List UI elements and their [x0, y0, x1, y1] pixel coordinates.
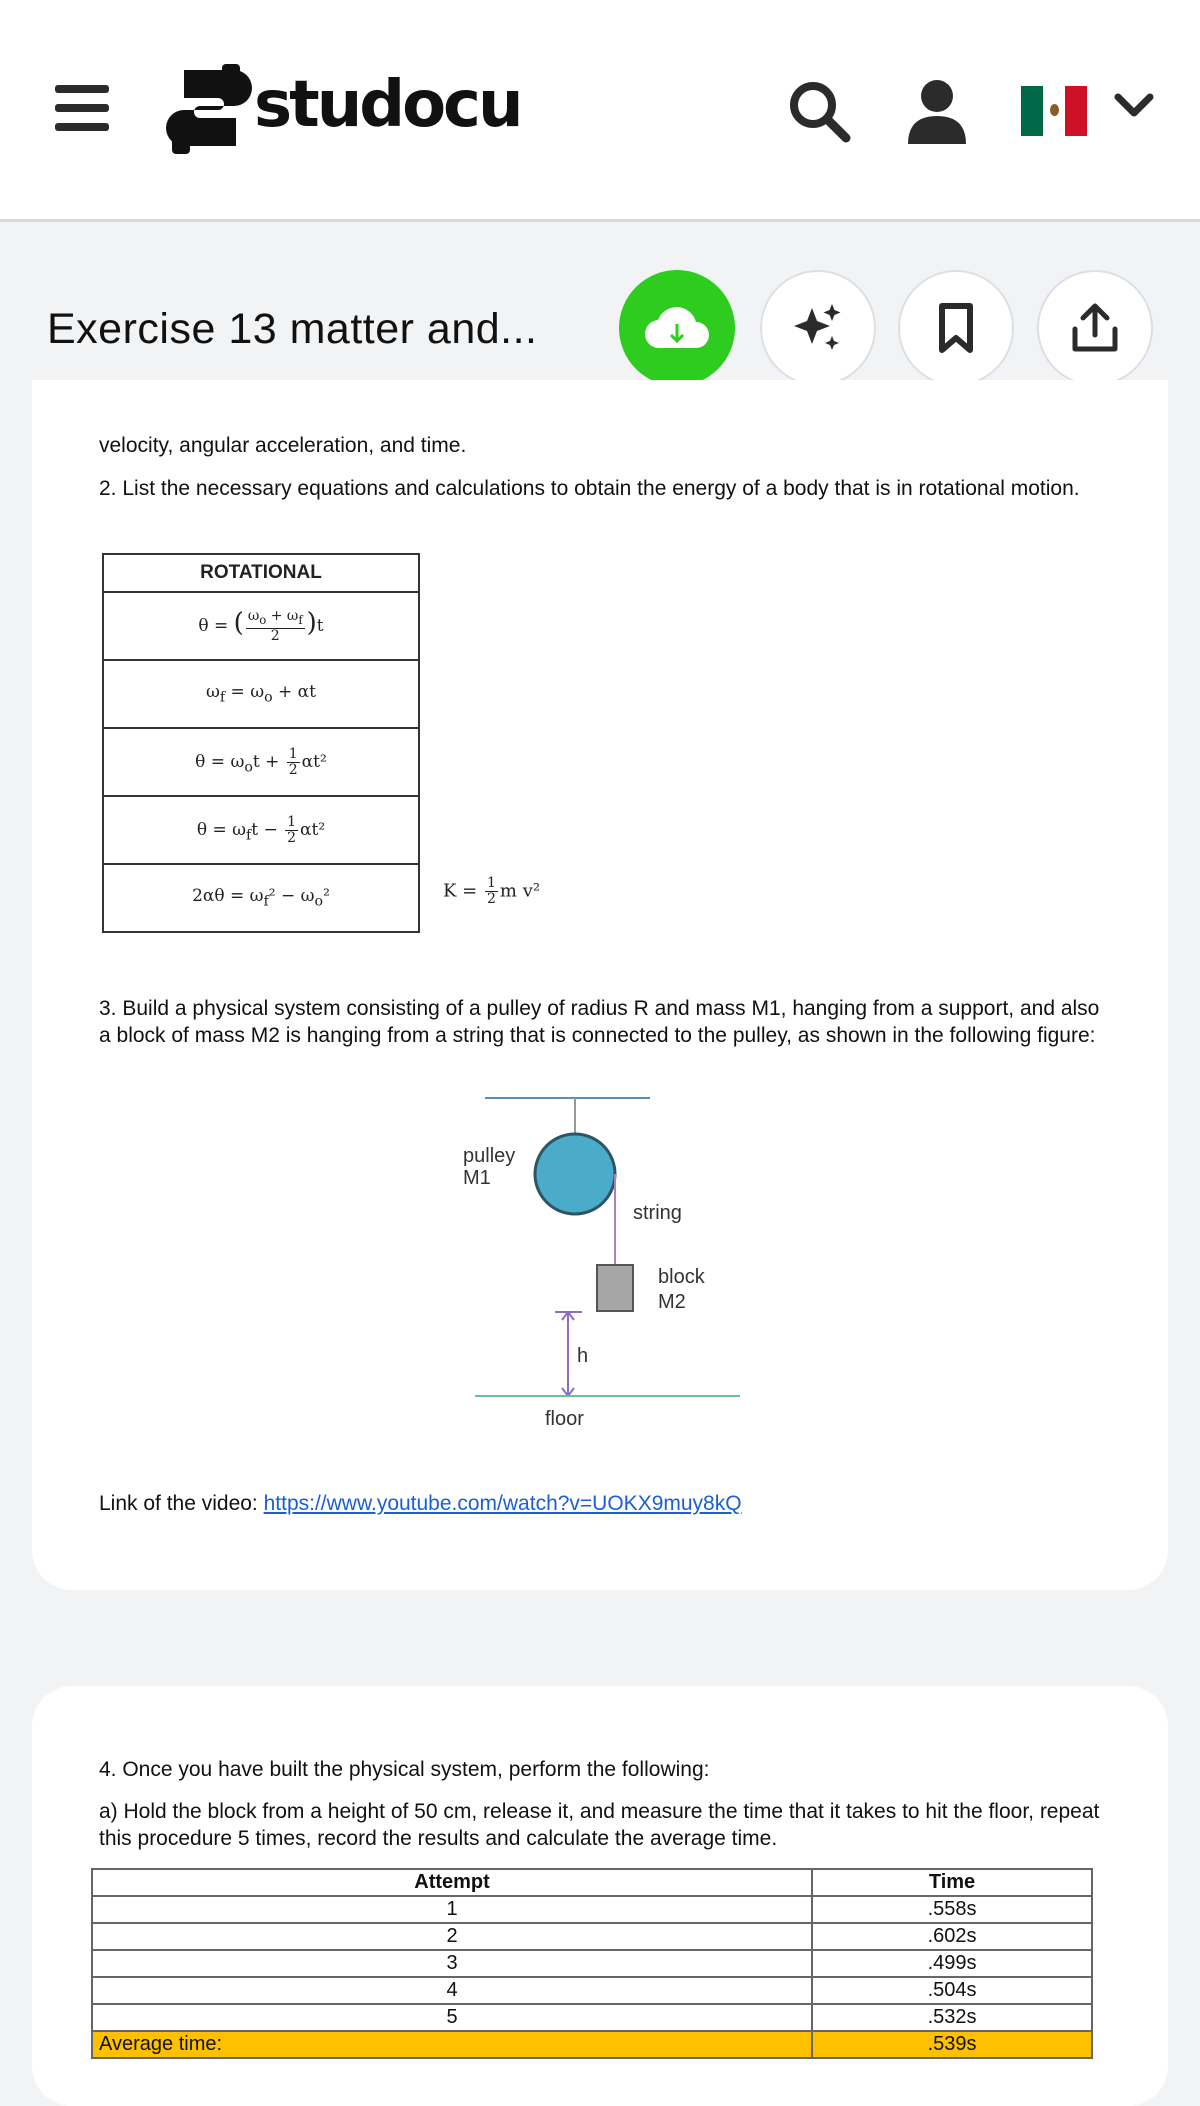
- download-icon: [644, 304, 710, 352]
- question-4: 4. Once you have built the physical system, perform the following:: [99, 1758, 710, 1781]
- rotational-header: ROTATIONAL: [103, 554, 419, 592]
- video-link[interactable]: https://www.youtube.com/watch?v=UOKX9muy8kQ: [263, 1492, 742, 1515]
- table-row: [92, 1977, 1092, 2004]
- block-label: block: [658, 1266, 705, 1288]
- average-row: [92, 2031, 1092, 2058]
- string-label: string: [633, 1202, 682, 1224]
- kinetic-energy-formula: K = $\frac{1}{2}$ m v²: [443, 875, 541, 907]
- time-cell: .532s: [812, 2004, 1092, 2031]
- attempt-cell: 3: [92, 1950, 812, 1977]
- pulley-diagram: [455, 1090, 755, 1435]
- share-icon: [1070, 301, 1120, 355]
- average-label: Average time:: [92, 2031, 812, 2058]
- video-link-label: Link of the video:: [99, 1492, 264, 1515]
- bookmark-button[interactable]: [898, 270, 1014, 386]
- floor-label: floor: [545, 1408, 584, 1430]
- attempt-cell: 1: [92, 1896, 812, 1923]
- table-row: [92, 1896, 1092, 1923]
- table-row: [92, 1923, 1092, 1950]
- bookmark-icon: [934, 302, 978, 354]
- mexico-flag-icon[interactable]: [1021, 86, 1087, 136]
- table-row: [92, 1950, 1092, 1977]
- brand-name: studocu: [254, 68, 521, 142]
- time-cell: .504s: [812, 1977, 1092, 2004]
- studocu-logo-icon: [162, 62, 252, 154]
- equation-4: $\theta = \omega_ft$ − $\frac{1}{2}$ αt²: [103, 796, 419, 864]
- paragraph-cut: velocity, angular acceleration, and time.: [99, 434, 467, 457]
- equation-2: $\omega_f = \omega_o + \alpha t$: [103, 660, 419, 728]
- video-link-line: [99, 1492, 742, 1516]
- ai-sparkle-icon: [790, 300, 846, 356]
- pulley-label: pulley: [463, 1145, 516, 1167]
- studocu-logo[interactable]: [162, 62, 521, 154]
- attempt-cell: 2: [92, 1923, 812, 1950]
- attempts-table: [91, 1868, 1093, 2059]
- equation-3: $\theta = \omega_ot$ + $\frac{1}{2}$ αt²: [103, 728, 419, 796]
- time-cell: .499s: [812, 1950, 1092, 1977]
- column-header-time: Time: [812, 1869, 1092, 1896]
- h-label: h: [577, 1345, 589, 1367]
- chevron-down-icon[interactable]: [1112, 90, 1156, 120]
- user-icon[interactable]: [906, 78, 968, 146]
- question-4a: a) Hold the block from a height of 50 cm, release it, and measure the time that it takes to hit the floor, repeat this procedure 5 times, record the results and calculate the average time.: [99, 1800, 1100, 1850]
- question-2: 2. List the necessary equations and calculations to obtain the energy of a body that is in rotational motion.: [99, 477, 1080, 500]
- table-row: [92, 2004, 1092, 2031]
- rotational-equations-table: [102, 553, 420, 933]
- search-icon[interactable]: [786, 78, 852, 144]
- column-header-attempt: Attempt: [92, 1869, 812, 1896]
- m1-label: M1: [463, 1167, 491, 1189]
- attempt-cell: 5: [92, 2004, 812, 2031]
- share-button[interactable]: [1037, 270, 1153, 386]
- top-navigation-bar: [0, 0, 1200, 222]
- menu-icon[interactable]: [55, 85, 111, 135]
- m2-label: M2: [658, 1291, 686, 1313]
- download-button[interactable]: [619, 270, 735, 386]
- equation-5: $2\alpha\theta = \omega_f^2 - \omega_o^2$: [103, 864, 419, 932]
- document-title: Exercise 13 matter and...: [47, 305, 538, 353]
- time-cell: .558s: [812, 1896, 1092, 1923]
- attempt-cell: 4: [92, 1977, 812, 2004]
- ai-assistant-button[interactable]: [760, 270, 876, 386]
- equation-1: θ = ( $\frac{\omega_o + \omega_f}{2}$ )t: [103, 592, 419, 660]
- time-cell: .602s: [812, 1923, 1092, 1950]
- average-value: .539s: [812, 2031, 1092, 2058]
- question-3: 3. Build a physical system consisting of a pulley of radius R and mass M1, hanging from a support, and also a block of mass M2 is hanging from a string that is connected to the pulley, as shown in the following figure:: [99, 997, 1100, 1047]
